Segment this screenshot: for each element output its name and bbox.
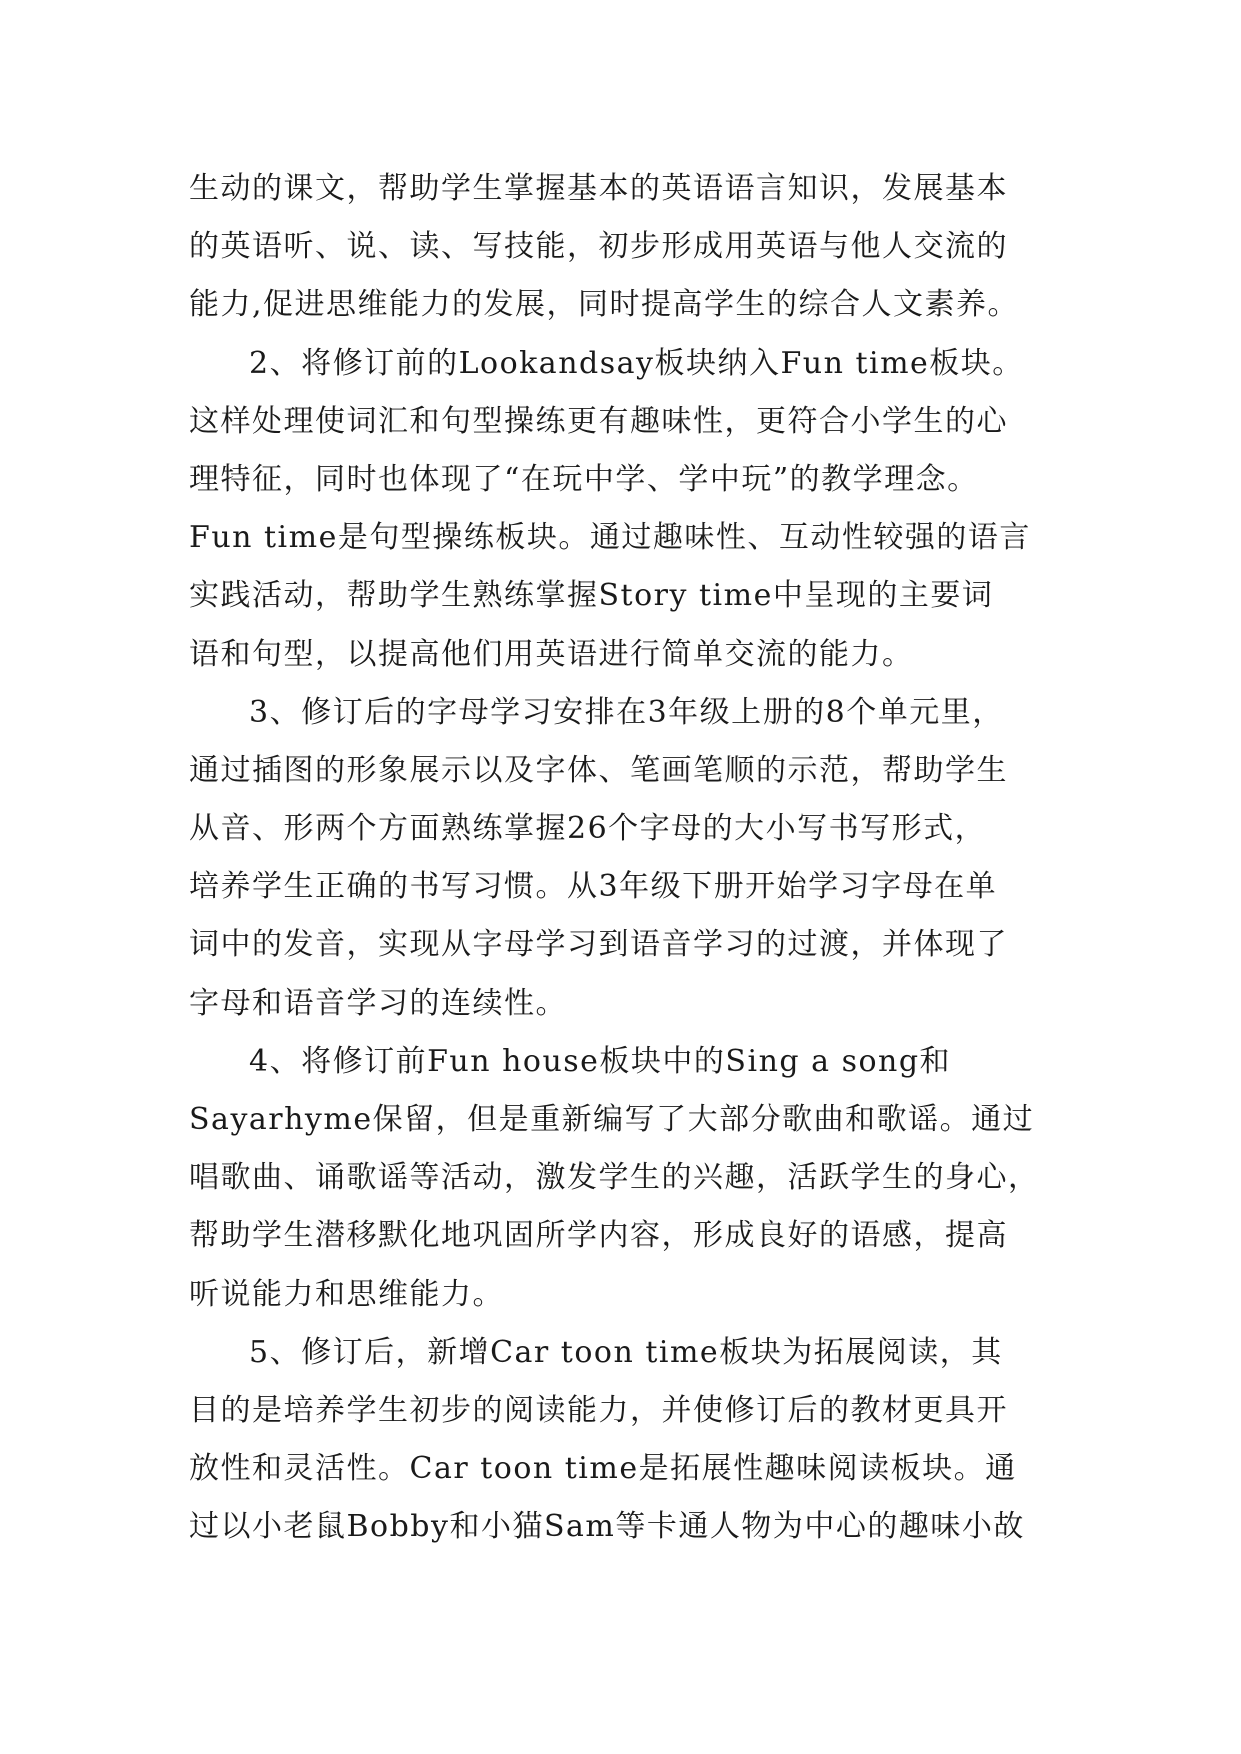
text-line: 字母和语音学习的连续性。 — [189, 985, 567, 1021]
paragraph-start-2: 2、将修订前的Lookandsay板块纳入Fun time板块。 — [249, 345, 1024, 381]
body-text — [189, 160, 1069, 1557]
text-line: 从音、形两个方面熟练掌握26个字母的大小写书写形式， — [189, 811, 987, 847]
text-line: 生动的课文，帮助学生掌握基本的英语语言知识，发展基本 — [189, 171, 1008, 206]
paragraph-start-5: 5、修订后，新增Car toon time板块为拓展阅读，其 — [249, 1334, 1003, 1370]
paragraph-start-3: 3、修订后的字母学习安排在3年级上册的8个单元里， — [249, 694, 1004, 730]
text-line: 理特征，同时也体现了“在玩中学、学中玩”的教学理念。 — [189, 461, 979, 497]
text-line: Fun time是句型操练板块。通过趣味性、互动性较强的语言 — [189, 520, 1031, 556]
text-line: 的英语听、说、读、写技能，初步形成用英语与他人交流的 — [189, 229, 1008, 265]
text-line: 帮助学生潜移默化地巩固所学内容，形成良好的语感，提高 — [189, 1218, 1008, 1254]
text-line: 词中的发音，实现从字母学习到语音学习的过渡，并体现了 — [189, 927, 1008, 963]
text-line: Sayarhyme保留，但是重新编写了大部分歌曲和歌谣。通过 — [189, 1102, 1035, 1137]
text-line: 实践活动，帮助学生熟练掌握Story time中呈现的主要词 — [189, 578, 994, 614]
text-line: 放性和灵活性。Car toon time是拓展性趣味阅读板块。通 — [189, 1451, 1017, 1487]
text-line: 培养学生正确的书写习惯。从3年级下册开始学习字母在单 — [189, 869, 998, 905]
paragraph-start-4: 4、将修订前Fun house板块中的Sing a song和 — [249, 1043, 952, 1079]
text-line: 能力,促进思维能力的发展，同时提高学生的综合人文素养。 — [189, 287, 1020, 323]
text-line: 这样处理使词汇和句型操练更有趣味性，更符合小学生的心 — [189, 403, 1008, 439]
text-line: 通过插图的形象展示以及字体、笔画笔顺的示范，帮助学生 — [189, 752, 1008, 788]
text-line: 过以小老鼠Bobby和小猫Sam等卡通人物为中心的趣味小故 — [189, 1509, 1025, 1545]
text-line: 听说能力和思维能力。 — [189, 1276, 504, 1312]
text-line: 语和句型，以提高他们用英语进行简单交流的能力。 — [189, 636, 914, 672]
text-line: 唱歌曲、诵歌谣等活动，激发学生的兴趣，活跃学生的身心， — [189, 1160, 1040, 1196]
text-line: 目的是培养学生初步的阅读能力，并使修订后的教材更具开 — [189, 1392, 1008, 1428]
